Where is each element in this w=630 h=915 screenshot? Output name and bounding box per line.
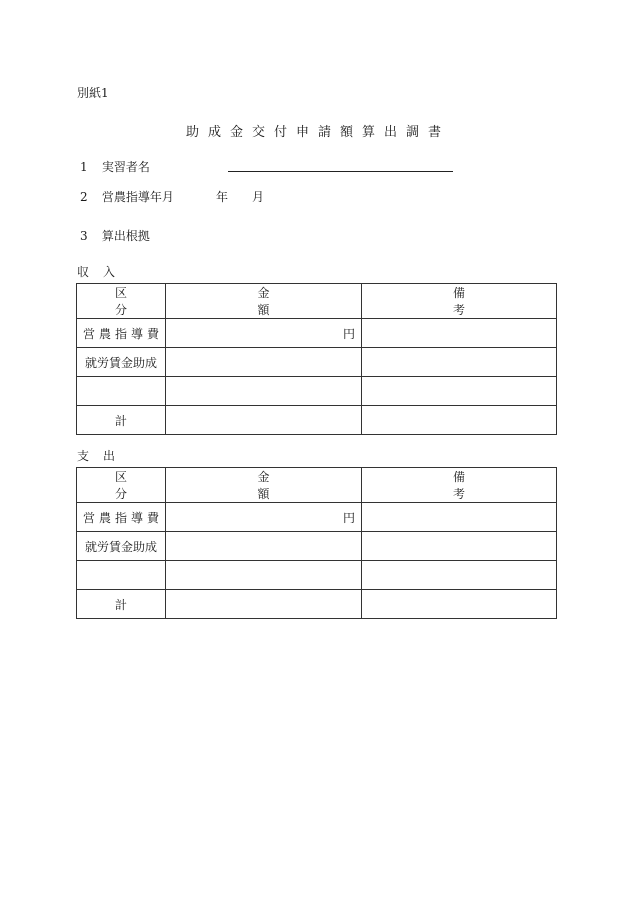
table-header-row — [77, 284, 557, 319]
amount-cell[interactable] — [166, 377, 362, 406]
table-row — [77, 503, 557, 532]
amount-cell[interactable]: 円 — [166, 503, 362, 532]
table-row — [77, 348, 557, 377]
table-header-row — [77, 468, 557, 503]
expense-section-label: 支出 — [77, 449, 130, 463]
table-row — [77, 377, 557, 406]
remarks-cell[interactable] — [362, 561, 557, 590]
remarks-cell[interactable] — [362, 532, 557, 561]
total-label: 計 — [77, 406, 166, 435]
remarks-cell[interactable] — [362, 377, 557, 406]
header-remarks: 備考 — [362, 468, 557, 503]
row-label: 就労賃金助成 — [77, 532, 166, 561]
calculation-basis-label: 算出根拠 — [101, 229, 150, 243]
amount-cell[interactable]: 円 — [166, 319, 362, 348]
trainee-name-item — [80, 158, 150, 175]
income-table — [76, 283, 557, 435]
row-label: 営農指導費 — [77, 503, 166, 532]
table-row — [77, 532, 557, 561]
total-label: 計 — [77, 590, 166, 619]
header-remarks: 備考 — [362, 284, 557, 319]
item-number: 2 — [80, 190, 88, 204]
remarks-cell[interactable] — [362, 348, 557, 377]
guidance-date-item — [80, 188, 174, 205]
header-amount: 金額 — [166, 284, 362, 319]
calculation-basis-item — [80, 227, 150, 244]
item-number: 3 — [80, 229, 88, 243]
header-category: 区分 — [77, 284, 166, 319]
item-number: 1 — [80, 160, 88, 174]
trainee-name-line[interactable] — [228, 171, 453, 172]
table-row — [77, 319, 557, 348]
row-label[interactable] — [77, 561, 166, 590]
total-amount-cell[interactable] — [166, 590, 362, 619]
guidance-date-label: 営農指導年月 — [101, 190, 174, 204]
document-reference: 別紙1 — [77, 86, 109, 100]
header-category: 区分 — [77, 468, 166, 503]
amount-cell[interactable] — [166, 561, 362, 590]
remarks-cell[interactable] — [362, 319, 557, 348]
remarks-cell[interactable] — [362, 406, 557, 435]
amount-cell[interactable] — [166, 532, 362, 561]
total-row — [77, 590, 557, 619]
expense-table — [76, 467, 557, 619]
remarks-cell[interactable] — [362, 590, 557, 619]
remarks-cell[interactable] — [362, 503, 557, 532]
trainee-name-label: 実習者名 — [101, 160, 150, 174]
row-label: 営農指導費 — [77, 319, 166, 348]
document-title: 助成金交付申請額算出調書 — [185, 125, 450, 140]
row-label[interactable] — [77, 377, 166, 406]
year-label: 年 — [216, 190, 229, 204]
month-label: 月 — [252, 190, 265, 204]
income-section-label: 収入 — [77, 265, 130, 279]
total-amount-cell[interactable] — [166, 406, 362, 435]
table-row — [77, 561, 557, 590]
header-amount: 金額 — [166, 468, 362, 503]
row-label: 就労賃金助成 — [77, 348, 166, 377]
total-row — [77, 406, 557, 435]
amount-cell[interactable] — [166, 348, 362, 377]
